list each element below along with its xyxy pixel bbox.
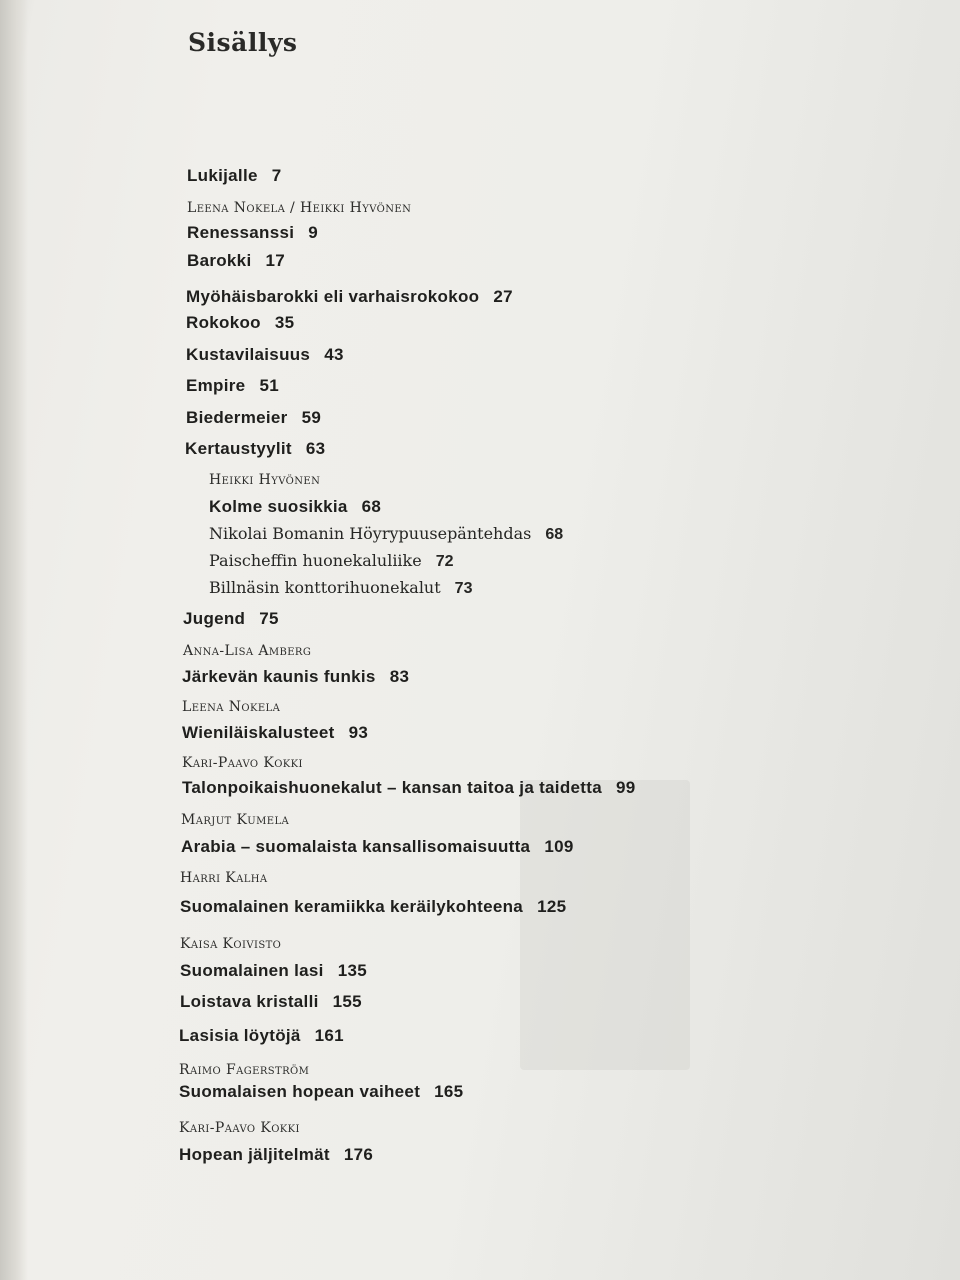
toc-entry-title: Lukijalle (187, 166, 258, 185)
toc-entry-page: 161 (314, 1026, 344, 1045)
toc-entry-page: 17 (265, 251, 285, 270)
toc-entry (186, 376, 279, 396)
toc-subentry-page: 72 (435, 553, 454, 570)
toc-subentry-page: 73 (454, 580, 473, 597)
toc-entry-title: Kertaustyylit (185, 439, 292, 458)
toc-author: Anna-Lisa Amberg (183, 643, 312, 659)
toc-entry (182, 778, 635, 798)
toc-entry-page: 176 (343, 1145, 374, 1164)
toc-entry (182, 667, 409, 687)
toc-entry-title: Talonpoikaishuonekalut – kansan taitoa ja taidetta (182, 778, 602, 797)
toc-entry (179, 1145, 373, 1165)
toc-entry-title: Rokokoo (186, 313, 261, 332)
toc-entry (180, 992, 362, 1012)
toc-entry-title: Kolme suosikkia (209, 497, 348, 516)
toc-entry-page: 83 (389, 667, 410, 686)
toc-entry-title: Biedermeier (186, 408, 288, 427)
toc-entry (186, 345, 344, 365)
toc-entry-page: 59 (301, 408, 322, 427)
toc-entry-page: 63 (305, 439, 326, 458)
toc-entry (186, 287, 513, 307)
toc-entry-page: 165 (434, 1082, 464, 1101)
toc-entry (186, 313, 294, 333)
toc-entry (180, 961, 367, 981)
toc-entry-title: Barokki (187, 251, 252, 270)
toc-entry-page: 35 (274, 313, 295, 332)
toc-entry-page: 109 (544, 837, 574, 856)
toc-author: Harri Kalha (180, 870, 268, 886)
toc-entry-page: 75 (259, 609, 279, 628)
toc-entry (182, 723, 368, 743)
toc-author: Kari-Paavo Kokki (179, 1120, 300, 1136)
toc-entry (185, 439, 325, 459)
toc-entry (183, 609, 279, 629)
toc-entry (187, 166, 282, 186)
toc-subentry-page: 68 (545, 526, 564, 543)
toc-entry-page: 7 (271, 166, 282, 185)
toc-entry-title: Loistava kristalli (180, 992, 319, 1011)
toc-entry-title: Jugend (183, 609, 246, 628)
toc-entry-page: 27 (493, 287, 513, 306)
toc-entry-page: 51 (259, 376, 279, 395)
toc-subentry (209, 578, 472, 598)
toc-entry-title: Myöhäisbarokki eli varhaisrokokoo (186, 287, 480, 306)
toc-entry-page: 68 (361, 497, 382, 516)
toc-author: Leena Nokela (182, 699, 281, 715)
toc-entry-page: 135 (337, 961, 367, 980)
toc-entry-page: 43 (324, 345, 344, 364)
toc-subentry-title: Paischeffin huonekaluliike (209, 551, 422, 570)
toc-entry-page: 155 (332, 992, 362, 1011)
toc-entry (180, 897, 566, 917)
toc-entry-title: Empire (186, 376, 246, 395)
toc-author: Raimo Fagerström (179, 1062, 310, 1078)
toc-entry-title: Lasisia löytöjä (179, 1026, 301, 1045)
page-title: Sisällys (188, 28, 298, 57)
toc-entry-page: 93 (348, 723, 369, 742)
toc-entry (186, 408, 321, 428)
toc-subentry (209, 551, 454, 571)
toc-entry-title: Renessanssi (187, 223, 295, 242)
toc-entry-title: Suomalaisen hopean vaiheet (179, 1082, 421, 1101)
toc-entry-page: 9 (308, 223, 319, 242)
toc-entry (187, 223, 318, 243)
toc-author: Leena Nokela / Heikki Hyvönen (187, 200, 412, 216)
toc-entry-title: Suomalainen keramiikka keräilykohteena (180, 897, 524, 916)
toc-entry-title: Arabia – suomalaista kansallisomaisuutta (181, 837, 531, 856)
toc-author: Kaisa Koivisto (180, 936, 282, 952)
toc-entry-title: Hopean jäljitelmät (179, 1145, 330, 1164)
toc-subentry-title: Billnäsin konttorihuonekalut (209, 578, 441, 597)
toc-subentry-title: Nikolai Bomanin Höyrypuusepäntehdas (209, 524, 532, 543)
toc-author: Heikki Hyvönen (209, 472, 321, 488)
toc-entry-title: Järkevän kaunis funkis (182, 667, 376, 686)
toc-entry-page: 125 (537, 897, 567, 916)
toc-entry-title: Kustavilaisuus (186, 345, 311, 364)
toc-entry-page: 99 (615, 778, 636, 797)
toc-entry (187, 251, 285, 271)
toc-entry (179, 1082, 463, 1102)
toc-author: Kari-Paavo Kokki (182, 755, 303, 771)
toc-subentry (209, 524, 563, 544)
toc-entry (179, 1026, 344, 1046)
toc-entry (181, 837, 574, 857)
toc-entry-title: Wieniläiskalusteet (182, 723, 335, 742)
toc-entry-title: Suomalainen lasi (180, 961, 324, 980)
toc-author: Marjut Kumela (181, 812, 290, 828)
toc-entry (209, 497, 381, 517)
